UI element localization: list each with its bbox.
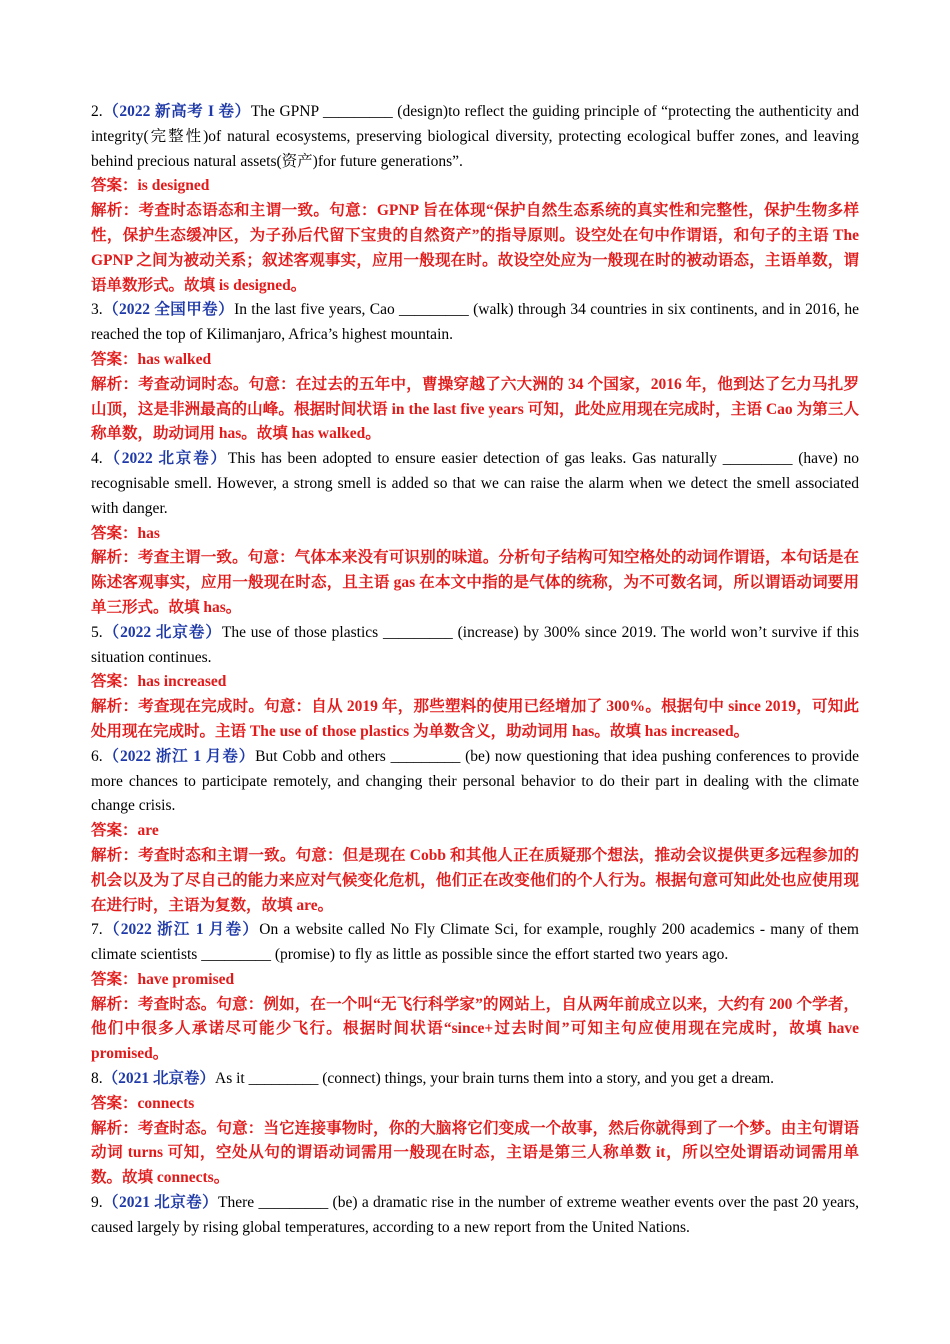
answer-3: 答案：has walked <box>91 350 212 368</box>
question-source: （2022 浙江 1 月卷） <box>102 921 260 939</box>
question-source: （2022 北京卷） <box>102 450 228 468</box>
question-6 <box>91 745 859 819</box>
question-text: There _________ (be) a dramatic rise in the number of extreme weather events over the past 20 years, caused largely by rising global temperatures, according to a new report from the United Nations. <box>91 1194 859 1236</box>
question-7 <box>91 918 859 968</box>
answer-8: 答案：connects <box>91 1094 195 1112</box>
question-source: （2022 全国甲卷） <box>102 301 235 319</box>
answer-7: 答案：have promised <box>91 970 235 988</box>
question-text: As it _________ (connect) things, your brain turns them into a story, and you get a dream. <box>215 1070 775 1088</box>
analysis-8: 解析：考查时态。句意：当它连接事物时，你的大脑将它们变成一个故事，然后你就得到了一个梦。由主句谓语动词 turns 可知，空处从句的谓语动词需用一般现在时态，主语是第三人称单数 it，所以空处谓语动词需用单数。故填 connects。 <box>91 1119 859 1187</box>
question-source: （2021 北京卷） <box>102 1070 216 1088</box>
question-number: 8. <box>91 1070 103 1088</box>
exercise-list <box>91 100 859 1241</box>
question-number: 4. <box>91 450 103 468</box>
question-8 <box>91 1067 859 1092</box>
question-number: 6. <box>91 747 103 765</box>
question-3 <box>91 298 859 348</box>
analysis-3: 解析：考查动词时态。句意：在过去的五年中，曹操穿越了六大洲的 34 个国家，2016 年，他到达了乞力马扎罗山顶，这是非洲最高的山峰。根据时间状语 in the last five years 可知，此处应用现在完成时，主语 Cao 为第三人称单数，助动词用 has。故填 has walked。 <box>91 375 859 443</box>
question-source: （2022 浙江 1 月卷） <box>102 747 256 765</box>
question-text: But Cobb and others _________ (be) now questioning that idea pushing conferences to provide more chances to participate remotely, and changing their personal behavior to do their part in dealing with the climate change crisis. <box>91 747 859 815</box>
analysis-6: 解析：考查时态和主谓一致。句意：但是现在 Cobb 和其他人正在质疑那个想法，推动会议提供更多远程参加的机会以及为了尽自己的能力来应对气候变化危机，他们正在改变他们的个人行为。根据句意可知此处也应使用现在进行时，主语为复数，故填 are。 <box>91 846 859 914</box>
answer-2: 答案：is designed <box>91 177 210 195</box>
analysis-7: 解析：考查时态。句意：例如，在一个叫“无飞行科学家”的网站上，自从两年前成立以来，大约有 200 个学者，他们中很多人承诺尽可能少飞行。根据时间状语“since+过去时间”可知主句应使用现在完成时，故填 have promised。 <box>91 995 859 1063</box>
question-5 <box>91 621 859 671</box>
answer-4: 答案：has <box>91 524 160 542</box>
question-source: （2022 北京卷） <box>102 623 222 641</box>
analysis-5: 解析：考查现在完成时。句意：自从 2019 年，那些塑料的使用已经增加了 300%。根据句中 since 2019，可知此处用现在完成时。主语 The use of those plastics 为单数含义，助动词用 has。故填 has increased。 <box>91 698 859 740</box>
question-text: On a website called No Fly Climate Sci, for example, roughly 200 academics - many of them climate scientists _________ (promise) to fly as little as possible since the effort started two years ago. <box>91 921 859 964</box>
question-source: （2022 新高考 I 卷） <box>102 103 251 120</box>
question-2 <box>91 100 859 174</box>
question-4 <box>91 447 859 521</box>
question-number: 5. <box>91 623 103 641</box>
answer-5: 答案：has increased <box>91 673 227 691</box>
question-number: 7. <box>91 921 103 939</box>
analysis-4: 解析：考查主谓一致。句意：气体本来没有可识别的味道。分析句子结构可知空格处的动词作谓语，本句话是在陈述客观事实，应用一般现在时态，且主语 gas 在本文中指的是气体的统称，为不可数名词，所以谓语动词要用单三形式。故填 has。 <box>91 549 859 616</box>
question-text: The GPNP _________ (design)to reflect the guiding principle of “protecting the authenticity and integrity(完整性)of natural ecosystems, preserving biological diversity, protecting ecological buffer zones, and leaving behind precious natural assets(资产)for future generations”. <box>91 103 859 170</box>
question-number: 3. <box>91 301 103 319</box>
question-text: The use of those plastics _________ (increase) by 300% since 2019. The world won’t survive if this situation continues. <box>91 623 859 666</box>
answer-6: 答案：are <box>91 822 159 840</box>
question-number: 2. <box>91 103 103 120</box>
question-text: This has been adopted to ensure easier detection of gas leaks. Gas naturally _________ (have) no recognisable smell. However, a strong smell is added so that we can raise the alarm when we detect the smell associated with danger. <box>91 450 859 517</box>
question-source: （2021 北京卷） <box>102 1194 219 1212</box>
question-text: In the last five years, Cao _________ (walk) through 34 countries in six continents, and in 2016, he reached the top of Kilimanjaro, Africa’s highest mountain. <box>91 301 859 344</box>
question-9 <box>91 1191 859 1241</box>
analysis-2: 解析：考查时态语态和主谓一致。句意：GPNP 旨在体现“保护自然生态系统的真实性和完整性，保护生物多样性，保护生态缓冲区，为子孙后代留下宝贵的自然资产”的指导原则。设空处在句中作谓语，和句子的主语 The GPNP 之间为被动关系；叙述客观事实，应用一般现在时。故设空处应为一般现在时的被动语态，主语单数，谓语单数形式。故填 is designed。 <box>91 202 859 294</box>
question-number: 9. <box>91 1194 103 1212</box>
